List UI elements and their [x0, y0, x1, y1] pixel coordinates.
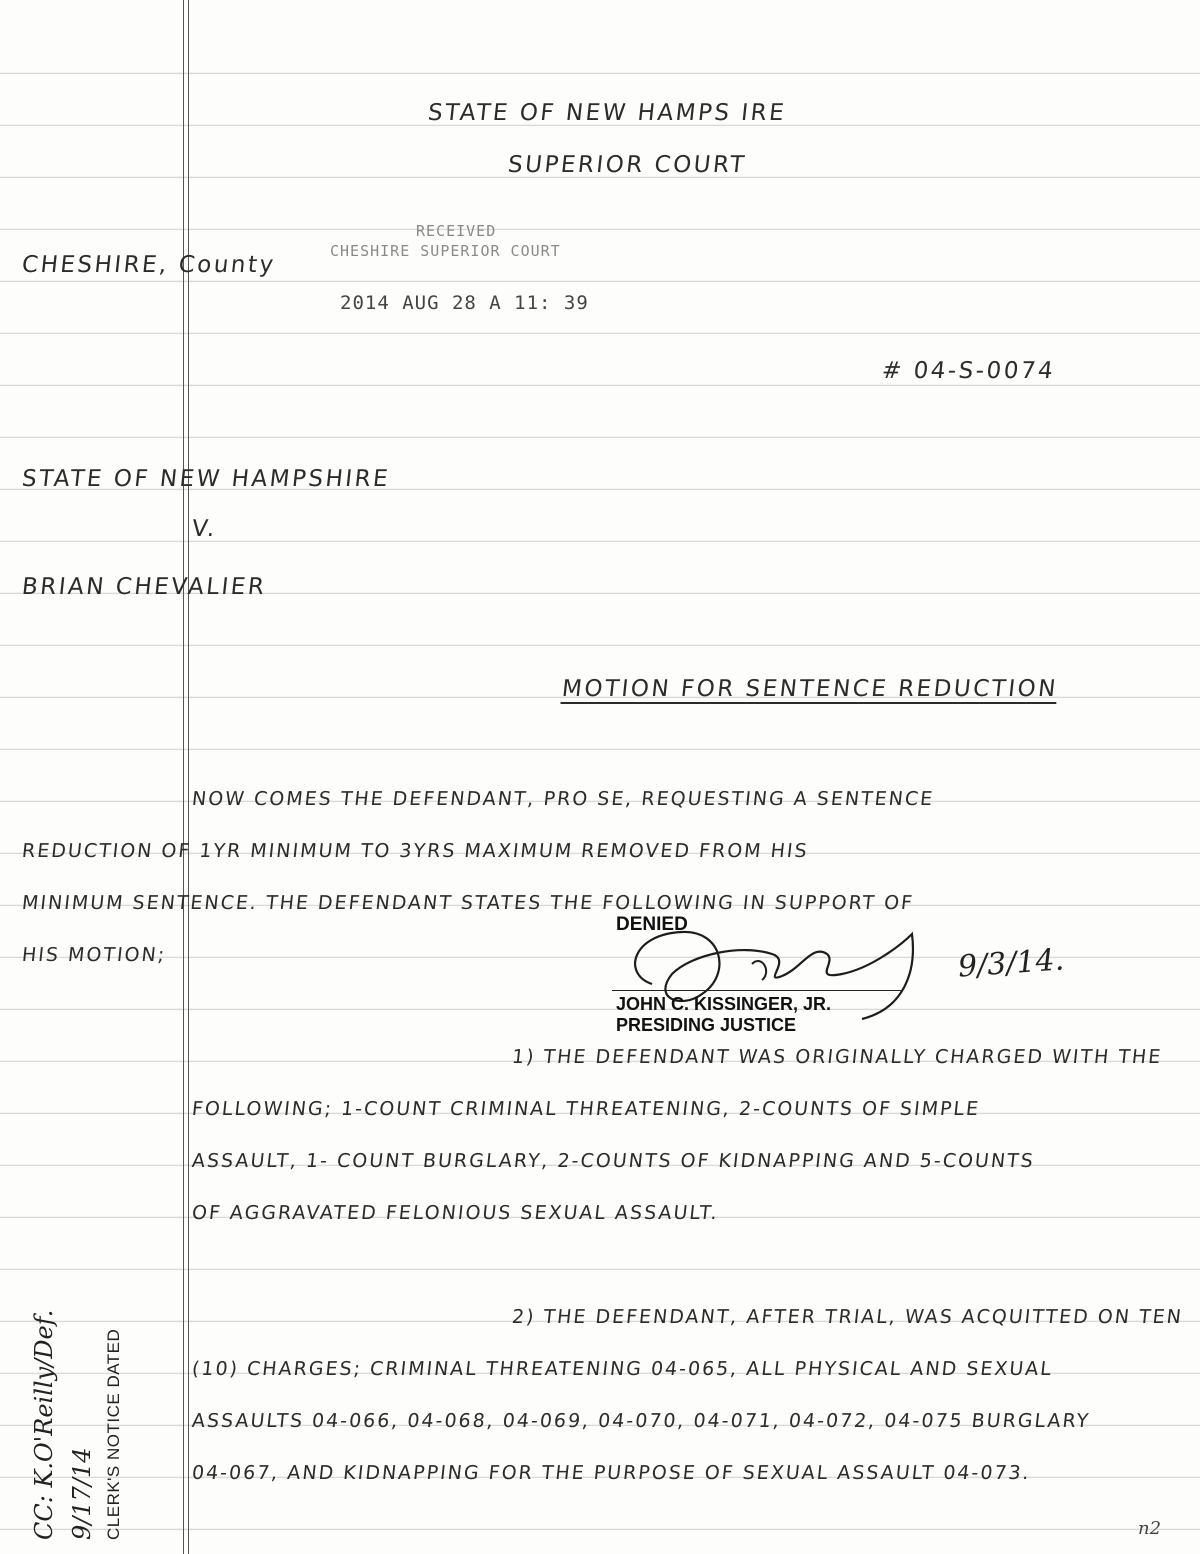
caption-plaintiff: STATE OF NEW HAMPSHIRE — [20, 466, 392, 492]
paragraph-1-line-1: 1) THE DEFENDANT WAS ORIGINALLY CHARGED WITH THE — [510, 1046, 1164, 1068]
clerk-notice-cc: CC: K.O'Reilly/Def. — [30, 1309, 58, 1540]
ruling-stamp — [612, 914, 942, 1039]
intro-line-1: NOW COMES THE DEFENDANT, PRO SE, REQUESTING A SENTENCE — [190, 788, 936, 810]
intro-line-3: MINIMUM SENTENCE. THE DEFENDANT STATES THE FOLLOWING IN SUPPORT OF — [20, 892, 916, 914]
court-heading: SUPERIOR COURT — [506, 152, 748, 178]
docket-number: # 04-S-0074 — [880, 358, 1057, 384]
margin-rule-2 — [188, 0, 189, 1554]
paragraph-2-line-2: (10) CHARGES; CRIMINAL THREATENING 04-065, ALL PHYSICAL AND SEXUAL — [190, 1358, 1055, 1380]
motion-title: MOTION FOR SENTENCE REDUCTION — [560, 676, 1060, 702]
county: CHESHIRE, County — [20, 252, 277, 278]
margin-rule — [183, 0, 184, 1554]
received-stamp-court: CHESHIRE SUPERIOR COURT — [330, 242, 561, 260]
intro-line-4: HIS MOTION; — [20, 944, 168, 966]
paragraph-2-line-1: 2) THE DEFENDANT, AFTER TRIAL, WAS ACQUITTED ON TEN — [510, 1306, 1184, 1328]
denied-label: DENIED — [616, 914, 688, 935]
judge-title: PRESIDING JUSTICE — [616, 1015, 797, 1035]
caption-defendant: BRIAN CHEVALIER — [20, 574, 268, 600]
ruling-date: 9/3/14. — [956, 942, 1066, 985]
clerk-notice — [20, 1260, 134, 1540]
caption-versus: V. — [190, 516, 219, 542]
clerk-notice-date: 9/17/14 — [68, 1447, 96, 1540]
received-stamp-datetime: 2014 AUG 28 A 11: 39 — [340, 292, 589, 314]
received-stamp-label: RECEIVED — [416, 222, 497, 240]
paragraph-1-line-4: OF AGGRAVATED FELONIOUS SEXUAL ASSAULT. — [190, 1202, 720, 1224]
paragraph-1-line-3: ASSAULT, 1- COUNT BURGLARY, 2-COUNTS OF KIDNAPPING AND 5-COUNTS — [190, 1150, 1036, 1172]
clerk-notice-label: CLERK'S NOTICE DATED — [104, 1328, 123, 1540]
state-heading: STATE OF NEW HAMPS IRE — [426, 100, 788, 126]
page-mark: n2 — [1138, 1518, 1162, 1539]
paragraph-1-line-2: FOLLOWING; 1-COUNT CRIMINAL THREATENING, 2-COUNTS OF SIMPLE — [190, 1098, 982, 1120]
paragraph-2-line-4: 04-067, AND KIDNAPPING FOR THE PURPOSE OF SEXUAL ASSAULT 04-073. — [190, 1462, 1032, 1484]
signature-line — [612, 990, 902, 991]
paragraph-2-line-3: ASSAULTS 04-066, 04-068, 04-069, 04-070, 04-071, 04-072, 04-075 BURGLARY — [190, 1410, 1092, 1432]
judge-name: JOHN C. KISSINGER, JR. — [616, 994, 832, 1014]
intro-line-2: REDUCTION OF 1YR MINIMUM TO 3YRS MAXIMUM REMOVED FROM HIS — [20, 840, 810, 862]
